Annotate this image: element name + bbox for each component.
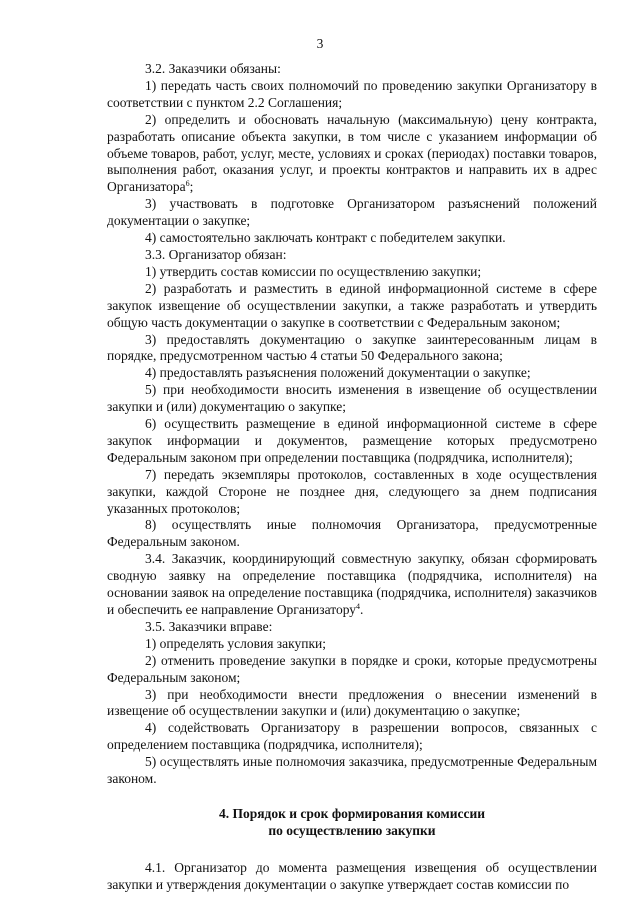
clause-3-5-item-1: 1) определять условия закупки; [145, 635, 327, 651]
clause-3-2-item-3: 3) участвовать в подготовке Организатором разъяснений положений документации о закупке; [107, 196, 597, 229]
clause-3-5-item-2: 2) отменить проведение закупки в порядке и сроки, которые предусмотрены Федеральным законом; [107, 652, 597, 685]
clause-3-2-item-1: 1) передать часть своих полномочий по проведению закупки Организатору в соответствии с пунктом 2.2 Соглашения; [107, 77, 597, 110]
clause-3-4-text: 3.4. Заказчик, координирующий совместную закупку, обязан сформировать сводную заявку на определение поставщика (подрядчика, исполнителя) на основании заявок на определение поставщика (подрядчика, исполнителя) заказчиков и обеспечить ее направление Организатору [107, 551, 597, 617]
page-number: 3 [316, 36, 324, 51]
clause-3-3-item-4: 4) предоставлять разъяснения положений документации о закупке; [145, 365, 531, 381]
clause-4-1: 4.1. Организатор до момента размещения извещения об осуществлении закупки и утверждения документации о закупке утверждает состав комиссии по [107, 859, 597, 892]
footnote-ref-4: 4 [356, 602, 361, 611]
clause-3-5-item-4: 4) содействовать Организатору в разрешении вопросов, связанных с определением поставщика (подрядчика, исполнителя); [107, 720, 597, 753]
clause-3-3-item-8: 8) осуществлять иные полномочия Организатора, предусмотренные Федеральным законом. [107, 517, 597, 550]
clause-3-4: 3.4. Заказчик, координирующий совместную закупку, обязан сформировать сводную заявку на определение поставщика (подрядчика, исполнителя) на основании заявок на определение поставщика (подрядчика, исполнителя) заказчиков и обеспечить ее направление Организатору$^4$. [107, 551, 597, 617]
clause-3-2-title: 3.2. Заказчики обязаны: [145, 61, 281, 76]
clause-3-2-item-2: 2) определить и обосновать начальную (максимальную) цену контракта, разработать описание объекта закупки, в том числе с указанием информации об объеме товаров, работ, услуг, месте, условиях и сроках (периодах) поставки товаров, выполнения работ, оказания услуг, и проекты контрактов и направить их в адрес Организатора$^6$; [107, 111, 597, 195]
clause-3-5-item-5: 5) осуществлять иные полномочия заказчика, предусмотренные Федеральным законом. [107, 754, 597, 787]
clause-3-3-item-7: 7) передать экземпляры протоколов, составленных в ходе осуществления закупки, каждой Стороне не позднее дня, следующего за днем подписания указанных протоколов; [107, 466, 597, 516]
clause-3-3-item-3: 3) предоставлять документацию о закупке заинтересованным лицам в порядке, предусмотренном частью 4 статьи 50 Федерального закона; [107, 331, 597, 364]
clause-3-5-item-3: 3) при необходимости внести предложения о внесении изменений в извещение об осуществлении закупки и (или) документацию о закупке; [107, 686, 597, 719]
footnote-ref-6: 6 [185, 179, 190, 189]
clause-3-3-title: 3.3. Организатор обязан: [145, 246, 287, 262]
clause-3-3-item-2: 2) разработать и разместить в единой информационной системе в сфере закупок извещение об осуществлении закупки, а также разработать и утвердить общую часть документации о закупке в соответствии с Федеральным законом; [107, 280, 597, 330]
clause-3-5-title: 3.5. Заказчики вправе: [145, 618, 273, 634]
clause-3-3-item-1: 1) утвердить состав комиссии по осуществлению закупки; [145, 263, 482, 279]
clause-3-2-item-2-text: 2) определить и обосновать начальную (максимальную) цену контракта, разработать описание объекта закупки, в том числе с указанием информации об объеме товаров, работ, услуг, месте, условиях и сроках (периодах) поставки товаров, выполнения работ, оказания услуг, и проекты контрактов и направить их в адрес Организатора [107, 111, 597, 195]
clause-3-2-item-4: 4) самостоятельно заключать контракт с победителем закупки. [145, 230, 506, 246]
section-4-heading-line-1: 4. Порядок и срок формирования комиссии [218, 805, 486, 821]
clause-3-3-item-6: 6) осуществить размещение в единой информационной системе в сфере закупок информации и документов, размещение которых предусмотрено Федеральным законом при определении поставщика (подрядчика, исполнителя); [107, 416, 597, 465]
document-body [107, 61, 597, 894]
clause-3-3-item-5: 5) при необходимости вносить изменения в извещение об осуществлении закупки и (или) документацию о закупке; [107, 382, 597, 415]
section-4-heading-line-2: по осуществлению закупки [268, 822, 436, 838]
section-4-heading [107, 806, 597, 840]
